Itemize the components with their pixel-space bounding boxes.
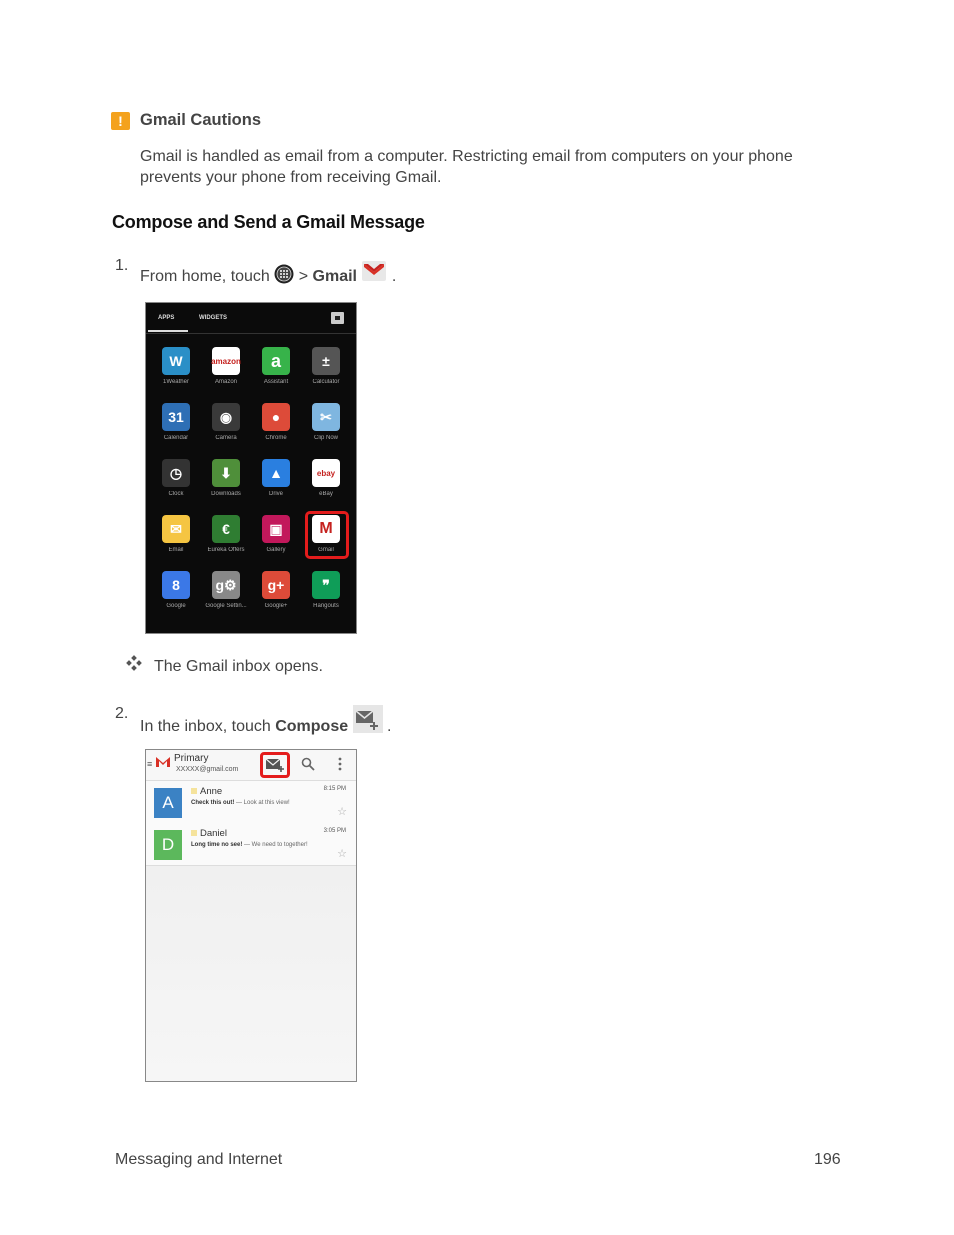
caution-body: Gmail is handled as email from a computer. Restricting email from computers on your phone prevents your phone from receiving Gmail. — [140, 148, 793, 186]
app-assistant[interactable] — [251, 347, 301, 385]
gmail-logo-icon — [156, 757, 170, 767]
app-calendar[interactable] — [151, 403, 201, 441]
message-time: 3:05 PM — [323, 828, 346, 834]
app-calculator[interactable] — [301, 347, 351, 385]
gmail-icon: M — [312, 515, 340, 543]
eureka-offers-icon: € — [212, 515, 240, 543]
app-label: Eureka Offers — [207, 547, 245, 553]
app-clock[interactable] — [151, 459, 201, 497]
step-2 — [115, 705, 515, 735]
app-drawer-screenshot — [145, 302, 357, 634]
caution-title: Gmail Cautions — [140, 111, 262, 129]
app-label: Google+ — [264, 603, 288, 609]
list-item[interactable] — [146, 781, 356, 824]
avatar: A — [154, 788, 182, 818]
email-icon: ✉ — [162, 515, 190, 543]
tab-widgets[interactable]: WIDGETS — [199, 315, 227, 321]
footer-section-title: Messaging and Internet — [115, 1151, 283, 1168]
app-label: Chrome — [265, 435, 287, 441]
step-1 — [115, 257, 515, 285]
account-email: XXXXX@gmail.com — [176, 766, 239, 773]
message-preview: — We need to together! — [242, 842, 308, 848]
app-drawer-tabs — [146, 303, 356, 334]
downloads-icon: ⬇ — [212, 459, 240, 487]
gmail-highlight-box — [305, 511, 349, 559]
app-label: Calendar — [163, 435, 189, 441]
app-ebay[interactable] — [301, 459, 351, 497]
app-1weather[interactable] — [151, 347, 201, 385]
app-label: Clock — [168, 491, 184, 497]
empty-list-area — [146, 866, 356, 1082]
avatar: D — [154, 830, 182, 860]
star-icon[interactable]: ☆ — [337, 848, 347, 860]
app-eureka-offers[interactable] — [201, 515, 251, 553]
hangouts-icon: ❞ — [312, 571, 340, 599]
compose-highlight-box — [260, 752, 290, 778]
message-sender: Daniel — [200, 828, 227, 839]
app-clip-now[interactable] — [301, 403, 351, 441]
chrome-icon: ● — [262, 403, 290, 431]
message-preview: — Look at this view! — [234, 800, 290, 806]
step-end: . — [391, 268, 397, 285]
step-text: From home, touch — [140, 268, 270, 285]
overflow-menu-icon[interactable] — [338, 757, 342, 771]
app-google[interactable] — [151, 571, 201, 609]
app-label: Calculator — [312, 379, 340, 385]
app-label: Google Settin... — [205, 603, 247, 609]
message-time: 8:15 PM — [323, 786, 346, 792]
app-label: eBay — [319, 491, 333, 497]
app-label: Drive — [268, 491, 283, 497]
message-snippet — [191, 842, 308, 848]
app-label: Email — [168, 547, 184, 553]
apps-launcher-icon — [274, 264, 294, 284]
assistant-icon: a — [262, 347, 290, 375]
app-label: Gallery — [266, 547, 286, 553]
app-google-settin[interactable] — [201, 571, 251, 609]
app-chrome[interactable] — [251, 403, 301, 441]
drive-icon: ▲ — [262, 459, 290, 487]
tab-apps[interactable]: APPS — [158, 315, 175, 321]
gallery-icon: ▣ — [262, 515, 290, 543]
message-snippet — [191, 800, 290, 806]
step-separator: > — [298, 268, 309, 285]
list-item[interactable] — [146, 823, 356, 866]
amazon-icon: amazon — [212, 347, 240, 375]
1weather-icon: W — [162, 347, 190, 375]
app-label: Amazon — [214, 379, 237, 385]
calculator-icon: ± — [312, 347, 340, 375]
inbox-screenshot — [145, 749, 357, 1082]
clip-now-icon: ✂ — [312, 403, 340, 431]
app-amazon[interactable] — [201, 347, 251, 385]
message-subject: Check this out! — [191, 800, 235, 806]
calendar-icon: 31 — [162, 403, 190, 431]
google-icon: g+ — [262, 571, 290, 599]
app-label: Hangouts — [313, 603, 339, 609]
app-downloads[interactable] — [201, 459, 251, 497]
app-label: Gmail — [318, 547, 334, 553]
result-bullet-icon — [125, 655, 143, 673]
app-label: Downloads — [211, 491, 241, 497]
app-label: 1Weather — [163, 379, 189, 385]
step-end: . — [387, 718, 392, 735]
result-text: The Gmail inbox opens. — [154, 658, 323, 675]
app-label: Google — [166, 603, 186, 609]
app-drive[interactable] — [251, 459, 301, 497]
app-hangouts[interactable] — [301, 571, 351, 609]
inbox-action-bar — [146, 750, 356, 781]
step-bold-label: Gmail — [312, 268, 357, 285]
message-subject: Long time no see! — [191, 842, 243, 848]
step-text: In the inbox, touch — [140, 718, 271, 735]
active-tab-indicator — [148, 330, 188, 332]
app-label: Assistant — [263, 379, 289, 385]
section-heading: Compose and Send a Gmail Message — [112, 212, 425, 232]
app-email[interactable] — [151, 515, 201, 553]
app-gallery[interactable] — [251, 515, 301, 553]
exclamation-icon: ! — [111, 112, 130, 130]
step-bold-label: Compose — [275, 718, 349, 735]
google-settin-icon: g⚙ — [212, 571, 240, 599]
app-label: Camera — [215, 435, 237, 441]
google-icon: 8 — [162, 571, 190, 599]
app-google[interactable] — [251, 571, 301, 609]
step-number: 2. — [115, 705, 129, 722]
page-number: 196 — [814, 1151, 841, 1168]
menu-icon[interactable]: ≡ — [147, 759, 153, 769]
store-icon[interactable] — [331, 312, 344, 324]
app-camera[interactable] — [201, 403, 251, 441]
compose-icon — [353, 705, 383, 733]
search-icon[interactable] — [301, 757, 315, 771]
message-sender: Anne — [200, 786, 223, 797]
inbox-label: Primary — [174, 753, 209, 764]
ebay-icon: ebay — [312, 459, 340, 487]
star-icon[interactable]: ☆ — [337, 806, 347, 818]
app-label: Clip Now — [313, 435, 338, 441]
gmail-icon — [361, 257, 387, 283]
step-number: 1. — [115, 257, 129, 274]
clock-icon: ◷ — [162, 459, 190, 487]
camera-icon: ◉ — [212, 403, 240, 431]
